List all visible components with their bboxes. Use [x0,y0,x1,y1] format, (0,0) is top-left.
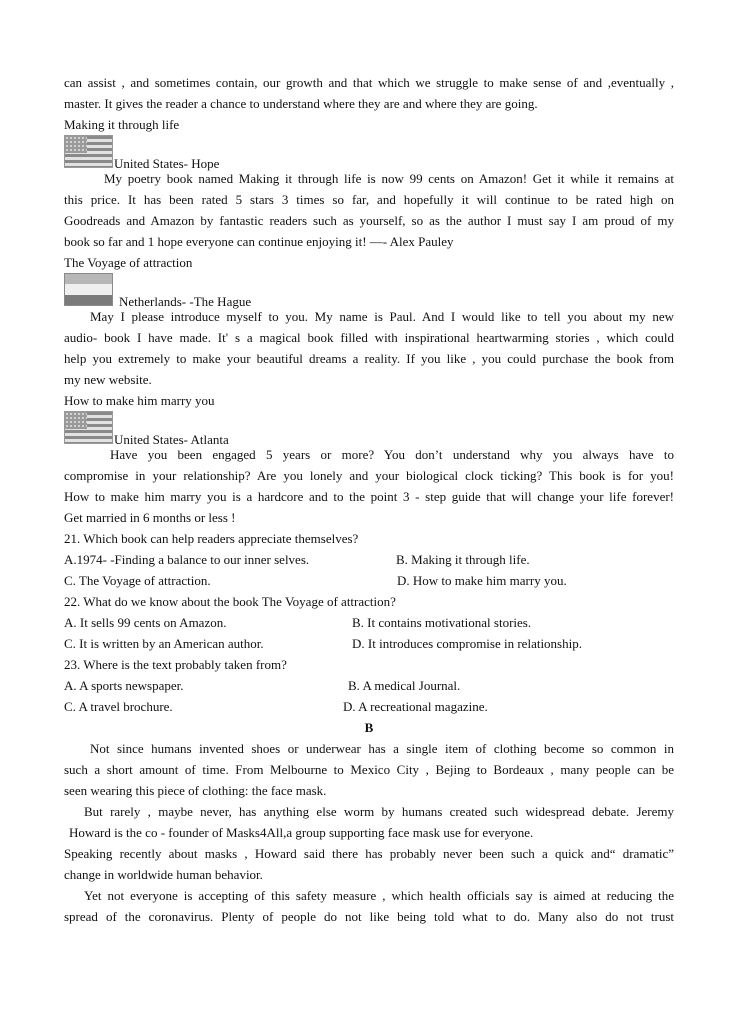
book-description-line: Goodreads and Amazon by fantastic readers such as yourself, so as the author I must say I am proud of my [64,213,674,228]
book-title-making-it-through-life: Making it through life [64,117,180,132]
book-description-line: book so far and 1 hope everyone can continue enjoying it! —- Alex Pauley [64,234,454,249]
passage-line: Yet not everyone is accepting of this safety measure , which health officials say is aimed at reducing the [84,888,674,903]
passage-line: such a short amount of time. From Melbourne to Mexico City , Bejing to Bordeaux , many people can be [64,762,674,777]
book-description-line: audio- book I have made. It' s a magical book filled with inspirational heartwarming stories , which could [64,330,674,345]
option-c: C. A travel brochure. [64,699,173,714]
book-description-line: Get married in 6 months or less ! [64,510,236,525]
question-21-options-row [64,549,674,570]
option-c: C. The Voyage of attraction. [64,573,211,588]
book-title-voyage-of-attraction: The Voyage of attraction [64,255,193,270]
option-d: D. How to make him marry you. [397,573,567,588]
passage-line: Speaking recently about masks , Howard said there has probably never been such a quick and“ dramatic” [64,846,674,861]
option-c: C. It is written by an American author. [64,636,264,651]
section-heading: B [364,720,374,735]
book-description-line: Have you been engaged 5 years or more? You don’t understand why you always have to [110,447,674,462]
option-a: A.1974- -Finding a balance to our inner selves. [64,552,310,567]
book-description-line: How to make him marry you is a hardcore and to the point 3 - step guide that will change your life forever! [64,489,674,504]
book-location: United States- Hope [114,156,220,171]
us-flag-icon [64,135,113,168]
book-location-row [64,135,674,171]
intro-line-1: can assist , and sometimes contain, our growth and that which we struggle to make sense of and ,eventually , [64,75,674,90]
book-location-row [64,273,674,309]
option-d: D. A recreational magazine. [343,699,488,714]
book-location: Netherlands- -The Hague [119,294,252,309]
passage-line: spread of the coronavirus. Plenty of people do not like being told what to do. Many also do not trust [64,909,674,924]
passage-line: change in worldwide human behavior. [64,867,263,882]
book-title-how-to-make-him-marry-you: How to make him marry you [64,393,215,408]
option-d: D. It introduces compromise in relationship. [352,636,582,651]
book-location: United States- Atlanta [114,432,229,447]
passage-line: But rarely , maybe never, has anything else worm by humans created such widespread debate. Jeremy [84,804,674,819]
option-b: B. A medical Journal. [348,678,461,693]
passage-line: Not since humans invented shoes or underwear has a single item of clothing become so common in [90,741,674,756]
document-page [64,72,674,927]
question-22-stem: 22. What do we know about the book The Voyage of attraction? [64,594,396,609]
book-description-line: help you extremely to make your beautiful dreams a reality. If you like , you could purchase the book from [64,351,674,366]
us-flag-icon [64,411,113,444]
question-22-options-row [64,633,674,654]
option-a: A. A sports newspaper. [64,678,184,693]
option-b: B. Making it through life. [396,552,530,567]
passage-line: seen wearing this piece of clothing: the face mask. [64,783,327,798]
book-description-line: my new website. [64,372,152,387]
book-description-line: compromise in your relationship? Are you lonely and your biological clock ticking? This book is for you! [64,468,674,483]
book-description-line: May I please introduce myself to you. My name is Paul. And I would like to tell you about my new [90,309,674,324]
option-a: A. It sells 99 cents on Amazon. [64,615,227,630]
option-b: B. It contains motivational stories. [352,615,532,630]
question-23-options-row [64,675,674,696]
netherlands-flag-icon [64,273,113,306]
book-location-row [64,411,674,447]
intro-line-2: master. It gives the reader a chance to understand where they are and where they are going. [64,96,538,111]
question-23-stem: 23. Where is the text probably taken from? [64,657,287,672]
book-description-line: this price. It has been rated 5 stars 3 times so far, and hopefully it will continue to be rated high on [64,192,674,207]
question-21-stem: 21. Which book can help readers appreciate themselves? [64,531,359,546]
question-23-options-row [64,696,674,717]
passage-line: Howard is the co - founder of Masks4All,a group supporting face mask use for everyone. [69,825,534,840]
book-description-line: My poetry book named Making it through life is now 99 cents on Amazon! Get it while it remains at [104,171,674,186]
question-22-options-row [64,612,674,633]
question-21-options-row [64,570,674,591]
